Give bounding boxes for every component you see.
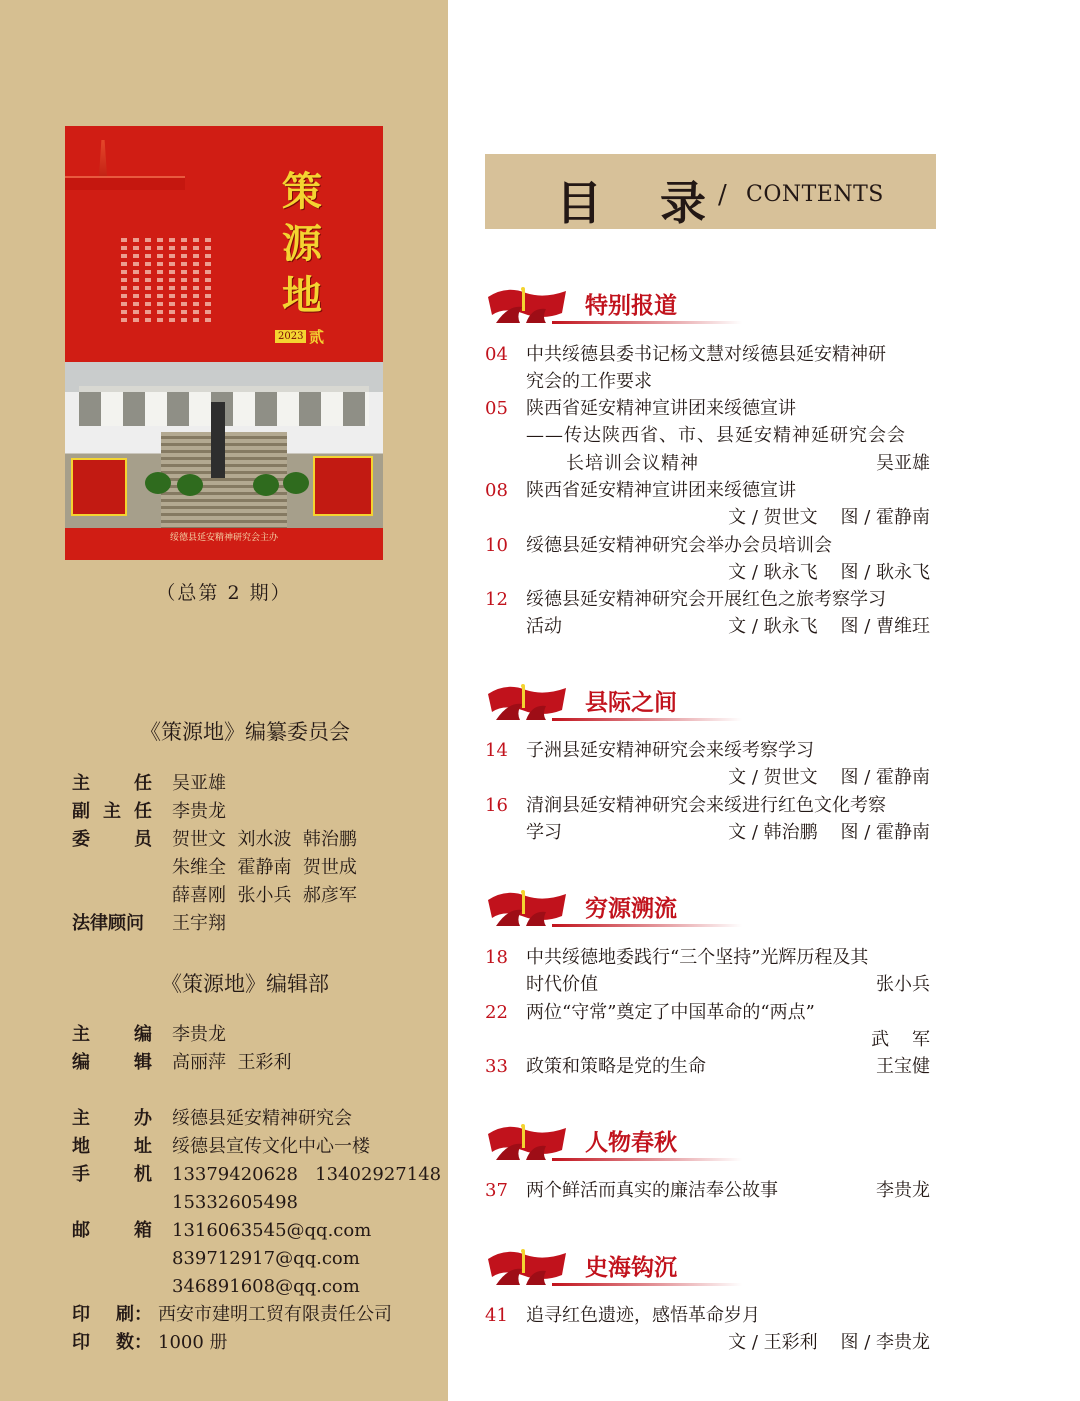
publisher-info-row: [72, 1273, 360, 1301]
toc-page-number: 37: [485, 1180, 508, 1201]
committee-title: 《策源地》编纂委员会: [140, 720, 350, 744]
section-header: [486, 283, 746, 329]
toc-entry-title[interactable]: 中共绥德县委书记杨文慧对绥德县延安精神研: [526, 344, 886, 365]
section-title: 县际之间: [585, 690, 677, 716]
committee-row-label: 委 员: [72, 829, 152, 850]
toc-page-number: 12: [485, 589, 508, 610]
committee-row-label: 法律顾问: [72, 913, 144, 934]
toc-entry-title[interactable]: 究会的工作要求: [526, 371, 652, 392]
section-header: [486, 886, 746, 932]
toc-title-b: 录: [660, 176, 706, 230]
publisher-info-row-value: 346891608@qq.com: [172, 1276, 360, 1297]
toc-entry-title[interactable]: 陕西省延安精神宣讲团来绥德宣讲: [526, 480, 796, 501]
committee-row-label: [72, 854, 152, 882]
committee-row-label: [72, 882, 152, 910]
toc-entry-credit: 武 军: [871, 1029, 930, 1050]
section-title: 史海钩沉: [585, 1255, 677, 1281]
publisher-info-row-label: 印 刷：: [72, 1304, 152, 1325]
publisher-info-row-label: [72, 1189, 152, 1217]
editorial-row-value: 李贵龙: [172, 1024, 226, 1045]
toc-slash: /: [718, 180, 727, 210]
red-flag-icon: [486, 886, 568, 928]
toc-page-number: 05: [485, 398, 508, 419]
editorial-row-value: 高丽萍 王彩利: [172, 1052, 292, 1073]
editorial-row-label: 编 辑: [72, 1052, 152, 1073]
toc-page-number: 10: [485, 535, 508, 556]
photo-party-flag-board: [71, 458, 127, 516]
committee-row: [72, 826, 357, 854]
section-title: 特别报道: [585, 293, 677, 319]
toc-entry-credit: 王宝健: [876, 1056, 930, 1077]
toc-entry-credit: 李贵龙: [876, 1180, 930, 1201]
toc-title-a: 目: [556, 176, 602, 230]
red-flag-icon: [486, 1245, 568, 1287]
toc-entry-title[interactable]: 绥德县延安精神研究会开展红色之旅考察学习: [526, 589, 886, 610]
red-flag-icon: [486, 1120, 568, 1162]
committee-row-value: 朱维全 霍静南 贺世成: [172, 857, 357, 878]
section-underline: [552, 718, 742, 721]
section-underline: [552, 1158, 742, 1161]
editorial-row: [72, 1049, 291, 1077]
toc-entry-title[interactable]: 两个鲜活而真实的廉洁奉公故事: [526, 1180, 778, 1201]
publisher-info-row-value: 绥德县延安精神研究会: [172, 1108, 352, 1129]
publisher-info-row-value: 西安市建明工贸有限责任公司: [158, 1304, 392, 1325]
photo-notice-board: [313, 456, 373, 516]
toc-page-number: 08: [485, 480, 508, 501]
photo-monument: [211, 402, 225, 478]
publisher-info-row: [72, 1301, 392, 1329]
publisher-info-row: [72, 1105, 352, 1133]
committee-row-value: 薛喜刚 张小兵 郝彦军: [172, 885, 357, 906]
toc-page-number: 33: [485, 1056, 508, 1077]
photo-shrub: [177, 474, 203, 496]
toc-entry-title[interactable]: ——传达陕西省、市、县延安精神延研究会会: [526, 425, 906, 446]
toc-entry-credit: 吴亚雄: [876, 453, 930, 474]
editorial-row-label: 主 编: [72, 1024, 152, 1045]
committee-row: [72, 854, 357, 882]
editorial-row: [72, 1021, 226, 1049]
committee-row: [72, 770, 226, 798]
publisher-info-row-label: 主 办: [72, 1108, 152, 1129]
editorial-title: 《策源地》编辑部: [161, 972, 329, 996]
toc-page-number: 22: [485, 1002, 508, 1023]
toc-entry-title[interactable]: 陕西省延安精神宣讲团来绥德宣讲: [526, 398, 796, 419]
section-underline: [552, 321, 742, 324]
committee-row: [72, 882, 357, 910]
committee-row: [72, 910, 226, 938]
section-underline: [552, 1283, 742, 1286]
publisher-info-row-value: 13379420628 13402927148: [172, 1164, 442, 1185]
toc-entry-title[interactable]: 两位“守常”奠定了中国革命的“两点”: [526, 1002, 815, 1023]
cover-year: 2023: [275, 330, 306, 343]
publisher-info-row-value: 15332605498: [172, 1192, 298, 1213]
toc-entry-title[interactable]: 学习: [526, 822, 562, 843]
red-flag-icon: [486, 680, 568, 722]
toc-entry-credit: 文 / 韩治鹏 图 / 霍静南: [728, 822, 930, 843]
section-header: [486, 1120, 746, 1166]
toc-page-number: 04: [485, 344, 508, 365]
publisher-info-row-value: 1000 册: [158, 1332, 228, 1353]
toc-entry-credit: 文 / 王彩利 图 / 李贵龙: [728, 1332, 930, 1353]
toc-page-number: 14: [485, 740, 508, 761]
toc-entry-credit: 文 / 耿永飞 图 / 曹维玨: [728, 616, 930, 637]
toc-entry-credit: 文 / 耿永飞 图 / 耿永飞: [728, 562, 930, 583]
publisher-info-row: [72, 1217, 371, 1245]
toc-page-number: 41: [485, 1305, 508, 1326]
toc-entry-title[interactable]: 追寻红色遗迹，感悟革命岁月: [526, 1305, 760, 1326]
committee-row-value: 吴亚雄: [172, 773, 226, 794]
committee-row-value: 李贵龙: [172, 801, 226, 822]
publisher-info-row-value: 1316063545@qq.com: [172, 1220, 372, 1241]
toc-entry-credit: 张小兵: [876, 974, 930, 995]
publisher-info-row-value: 绥德县宣传文化中心一楼: [172, 1136, 370, 1157]
photo-shrub: [283, 472, 309, 494]
toc-title-en: CONTENTS: [746, 182, 884, 207]
publisher-info-row: [72, 1329, 228, 1357]
section-header: [486, 680, 746, 726]
issue-total: （总第 2 期）: [156, 582, 292, 604]
section-title: 穷源溯流: [585, 896, 677, 922]
left-panel: [0, 0, 448, 1401]
cover-photo: [65, 362, 383, 528]
toc-entry-title[interactable]: 政策和策略是党的生命: [526, 1056, 706, 1077]
committee-row-label: 副 主 任: [72, 801, 152, 822]
toc-page-number: 16: [485, 795, 508, 816]
publisher-info-row-label: 邮 箱: [72, 1220, 152, 1241]
toc-entry-title[interactable]: 中共绥德地委践行“三个坚持”光辉历程及其: [526, 947, 869, 968]
publisher-info-row-label: [72, 1273, 152, 1301]
photo-shrub: [145, 472, 171, 494]
cover-hills: [65, 176, 185, 190]
publisher-info-row-label: 地 址: [72, 1136, 152, 1157]
publisher-info-row: [72, 1189, 298, 1217]
toc-entry-title[interactable]: 绥德县延安精神研究会举办会员培训会: [526, 535, 832, 556]
cover-issue-number: 贰: [309, 328, 325, 346]
section-underline: [552, 924, 742, 927]
toc-entry-credit: 文 / 贺世文 图 / 霍静南: [728, 767, 930, 788]
cover-image: [65, 126, 383, 560]
publisher-info-row: [72, 1133, 370, 1161]
toc-entry-title[interactable]: 时代价值: [526, 974, 598, 995]
committee-row-value: 贺世文 刘水波 韩治鹏: [172, 829, 357, 850]
publisher-info-row-label: 手 机: [72, 1164, 152, 1185]
committee-row-value: 王宇翔: [172, 913, 226, 934]
publisher-info-row-value: 839712917@qq.com: [172, 1248, 360, 1269]
cover-title: 策源地: [282, 168, 322, 319]
cover-footer: 绥德县延安精神研究会主办: [169, 533, 278, 543]
publisher-info-row-label: [72, 1245, 152, 1273]
toc-entry-credit: 文 / 贺世文 图 / 霍静南: [728, 507, 930, 528]
photo-shrub: [253, 474, 279, 496]
red-flag-icon: [486, 283, 568, 325]
publisher-info-row-label: 印 数：: [72, 1332, 152, 1353]
toc-entry-title[interactable]: 活动: [526, 616, 562, 637]
toc-entry-title[interactable]: 子洲县延安精神研究会来绥考察学习: [526, 740, 814, 761]
section-header: [486, 1245, 746, 1291]
cover-contents-columns: [121, 238, 217, 326]
toc-entry-title[interactable]: 长培训会议精神: [566, 453, 699, 474]
toc-page-number: 18: [485, 947, 508, 968]
committee-row-label: 主 任: [72, 773, 152, 794]
publisher-info-row: [72, 1161, 441, 1189]
section-title: 人物春秋: [585, 1130, 677, 1156]
toc-entry-title[interactable]: 清涧县延安精神研究会来绥进行红色文化考察: [526, 795, 886, 816]
committee-row: [72, 798, 226, 826]
publisher-info-row: [72, 1245, 360, 1273]
